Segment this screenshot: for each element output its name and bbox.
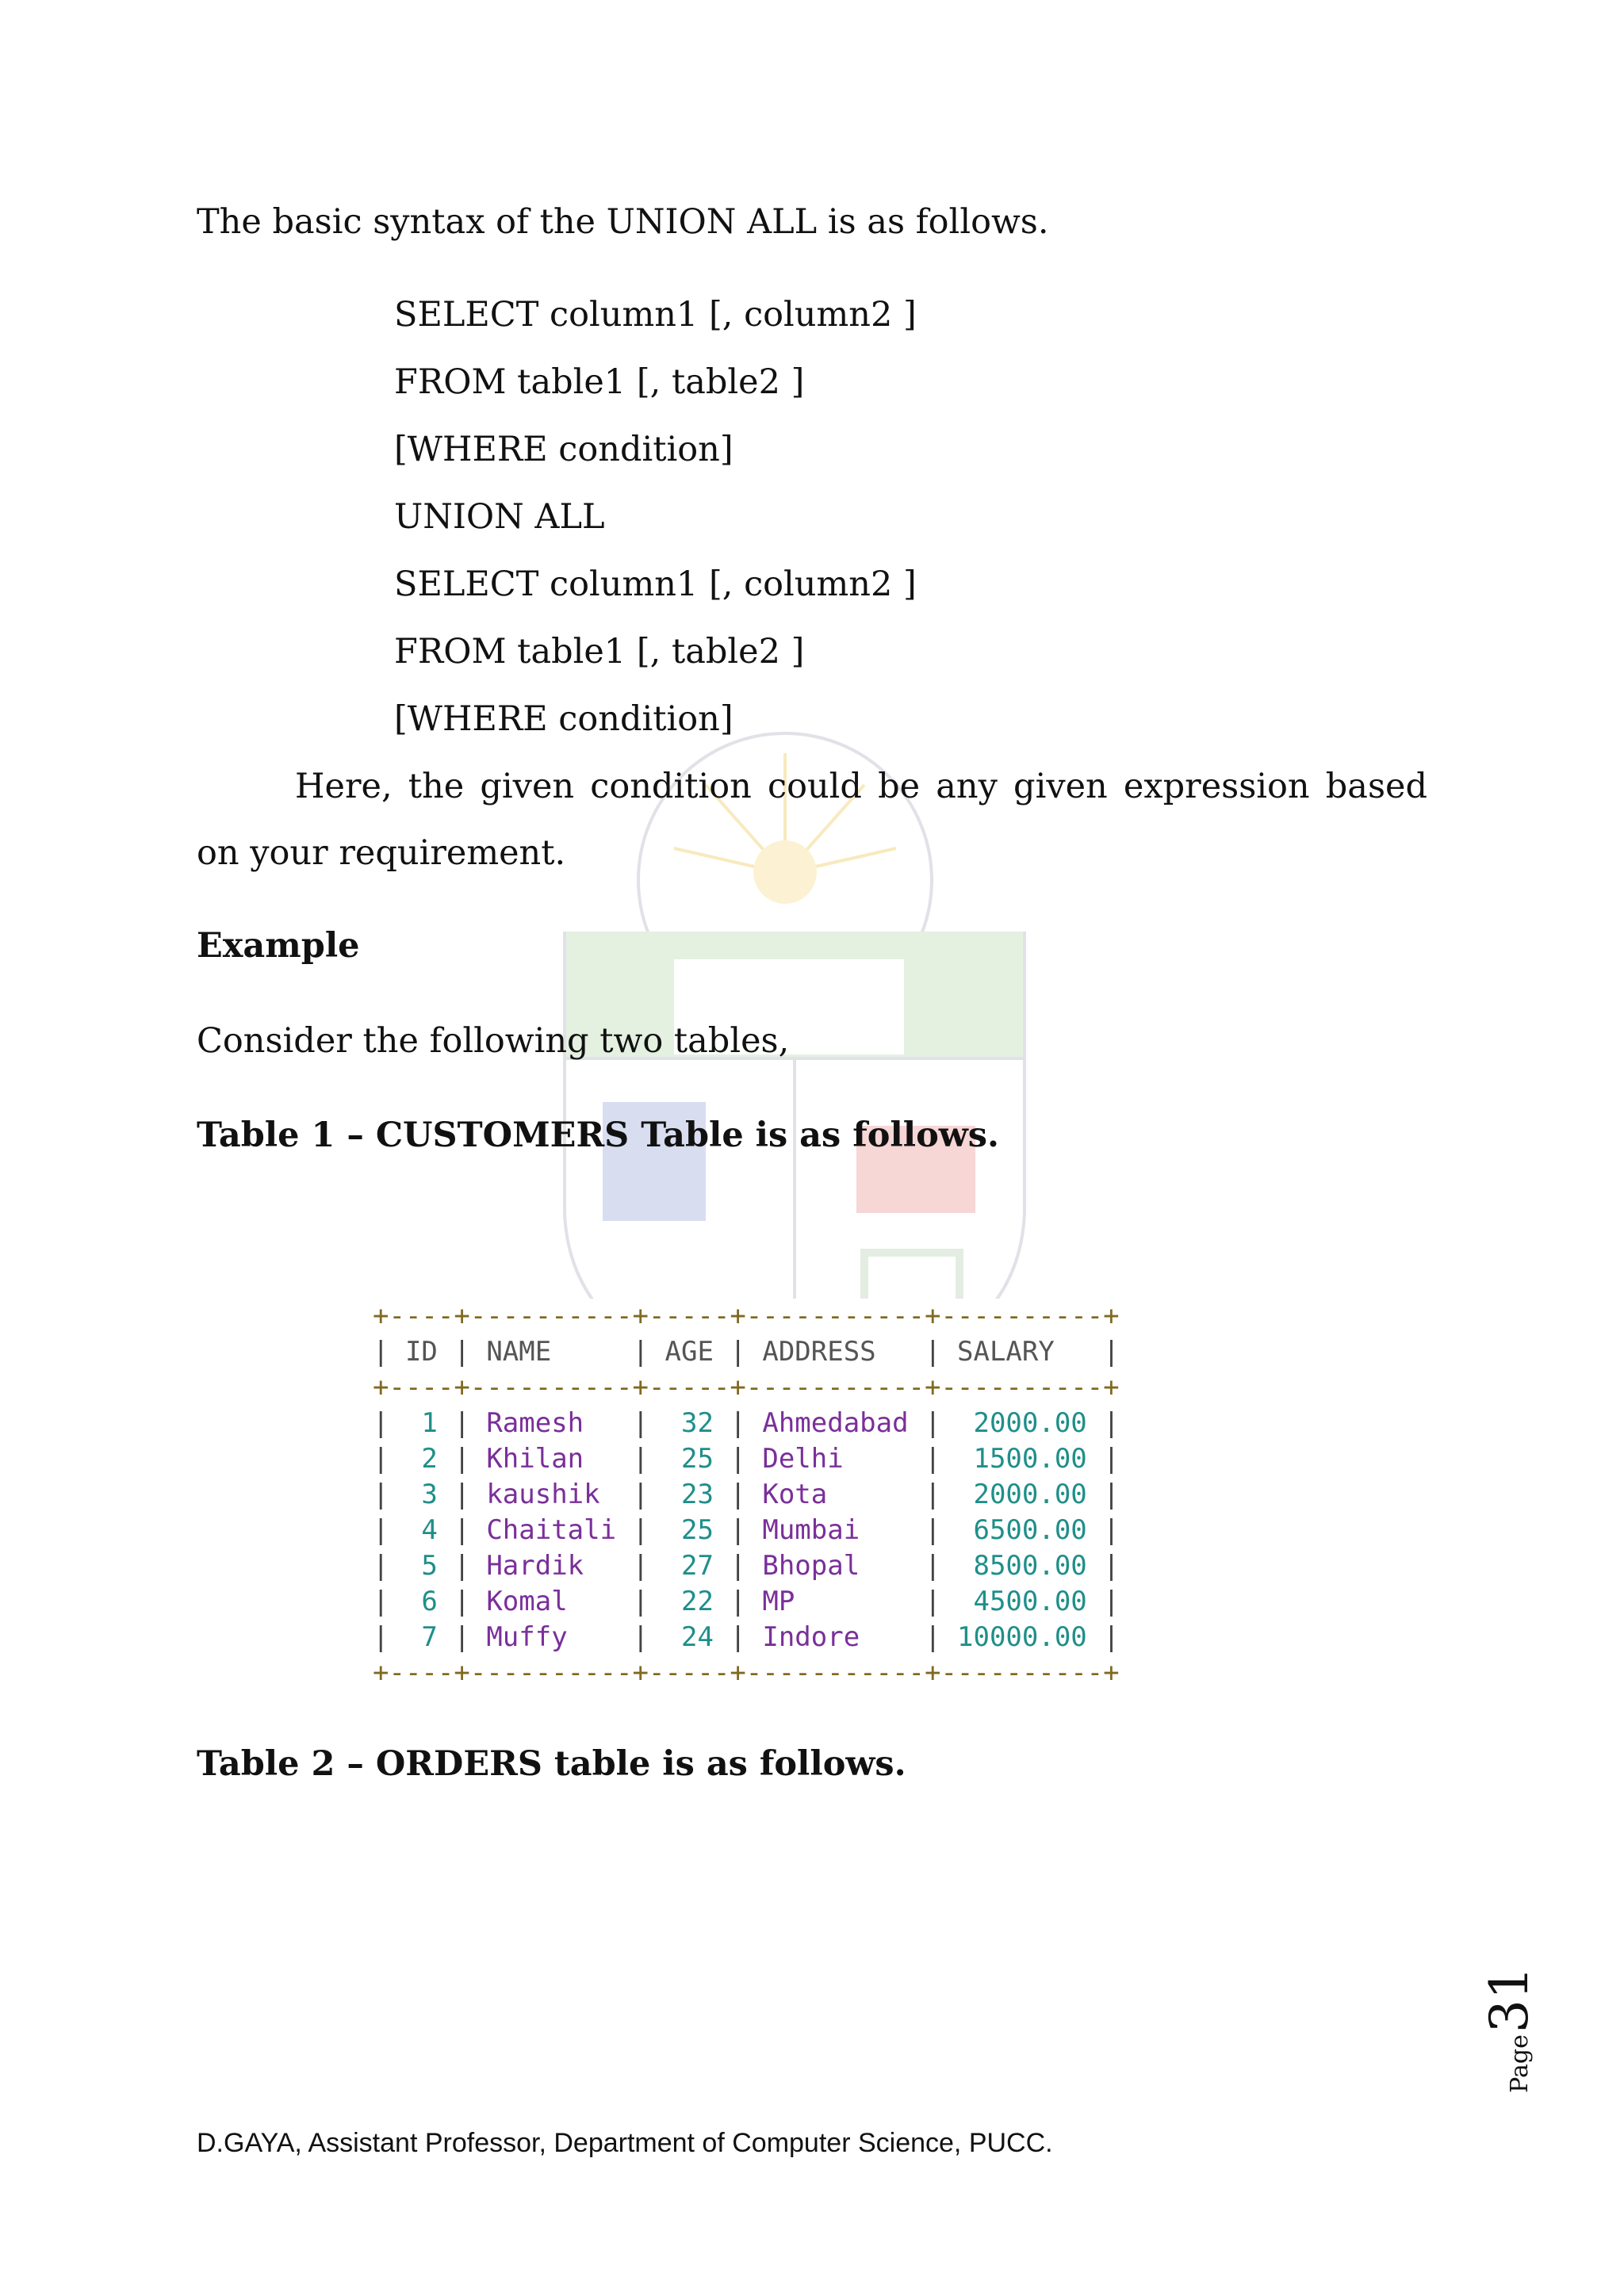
- table-cell: 27: [649, 1550, 730, 1582]
- explanation-paragraph: Here, the given condition could be any given expression based on your requirement.: [197, 767, 1427, 873]
- syntax-line: UNION ALL: [394, 497, 605, 537]
- table-cell: MP: [745, 1586, 925, 1617]
- table-cell: 6: [389, 1586, 454, 1617]
- table-cell: Mumbai: [745, 1514, 925, 1546]
- table-cell: Delhi: [745, 1443, 925, 1475]
- column-header: ADDRESS: [745, 1336, 925, 1368]
- intro-text: The basic syntax of the UNION ALL is as follows.: [197, 202, 1049, 242]
- table-cell: 1: [389, 1407, 454, 1439]
- table-cell: 2000.00: [940, 1479, 1104, 1510]
- table-cell: Ramesh: [469, 1407, 633, 1439]
- table-cell: Chaitali: [469, 1514, 633, 1546]
- table-cell: 2000.00: [940, 1407, 1104, 1439]
- page-number: [1479, 1966, 1606, 2093]
- table-cell: Hardik: [469, 1550, 633, 1582]
- table-cell: 23: [649, 1479, 730, 1510]
- table-cell: 10000.00: [940, 1621, 1104, 1653]
- example-heading: Example: [197, 926, 360, 966]
- syntax-line: FROM table1 [, table2 ]: [394, 362, 805, 402]
- table-cell: kaushik: [469, 1479, 633, 1510]
- column-header: ID: [389, 1336, 454, 1368]
- table-cell: Kota: [745, 1479, 925, 1510]
- table-cell: 3: [389, 1479, 454, 1510]
- customers-table: [373, 1299, 1245, 1695]
- table-cell: Ahmedabad: [745, 1407, 925, 1439]
- page-number-value: 31: [1479, 1966, 1540, 2034]
- table-cell: 22: [649, 1586, 730, 1617]
- consider-text: Consider the following two tables,: [197, 1021, 790, 1061]
- customers-table-text: +----+----------+-----+-----------+----------+ | ID | NAME | AGE | ADDRESS | SALARY | +----+----------+-----+-----------+----------+ | 1 | Ramesh | 32 | Ahmedabad | 2000.00 | | 2 | Khilan | 25 | Delhi | 1500.00 | | 3 | kaushik | 23 | Kota | 2000.00 | | 4 | Chaitali | 25 | Mumbai | 6500.00 | | 5 | Hardik | 27 | Bhopal | 8500.00 | | 6 | Komal | 22 | MP | 4500.00 | | 7 | Muffy | 24 | Indore | 10000.00 | +----+----------+-----+-----------+----------+: [373, 1300, 1120, 1689]
- table-cell: Komal: [469, 1586, 633, 1617]
- column-header: NAME: [469, 1336, 633, 1368]
- page-label: Page: [1506, 2034, 1534, 2093]
- table-cell: 4: [389, 1514, 454, 1546]
- column-header: SALARY: [940, 1336, 1104, 1368]
- syntax-line: [WHERE condition]: [394, 699, 733, 739]
- table-cell: Indore: [745, 1621, 925, 1653]
- table-cell: 32: [649, 1407, 730, 1439]
- column-header: AGE: [649, 1336, 730, 1368]
- table-cell: 25: [649, 1443, 730, 1475]
- syntax-line: SELECT column1 [, column2 ]: [394, 295, 917, 335]
- table-cell: 7: [389, 1621, 454, 1653]
- syntax-line: FROM table1 [, table2 ]: [394, 632, 805, 672]
- table-cell: Muffy: [469, 1621, 633, 1653]
- table1-heading: Table 1 – CUSTOMERS Table is as follows.: [197, 1115, 999, 1155]
- syntax-line: [WHERE condition]: [394, 430, 733, 469]
- table2-heading: Table 2 – ORDERS table is as follows.: [197, 1744, 906, 1784]
- footer-text: D.GAYA, Assistant Professor, Department of Computer Science, PUCC.: [197, 2128, 1053, 2158]
- table-cell: 5: [389, 1550, 454, 1582]
- syntax-line: SELECT column1 [, column2 ]: [394, 564, 917, 604]
- table-cell: 8500.00: [940, 1550, 1104, 1582]
- table-cell: 4500.00: [940, 1586, 1104, 1617]
- table-cell: 25: [649, 1514, 730, 1546]
- table-cell: 24: [649, 1621, 730, 1653]
- table-cell: Khilan: [469, 1443, 633, 1475]
- table-cell: Bhopal: [745, 1550, 925, 1582]
- table-cell: 6500.00: [940, 1514, 1104, 1546]
- table-cell: 1500.00: [940, 1443, 1104, 1475]
- table-cell: 2: [389, 1443, 454, 1475]
